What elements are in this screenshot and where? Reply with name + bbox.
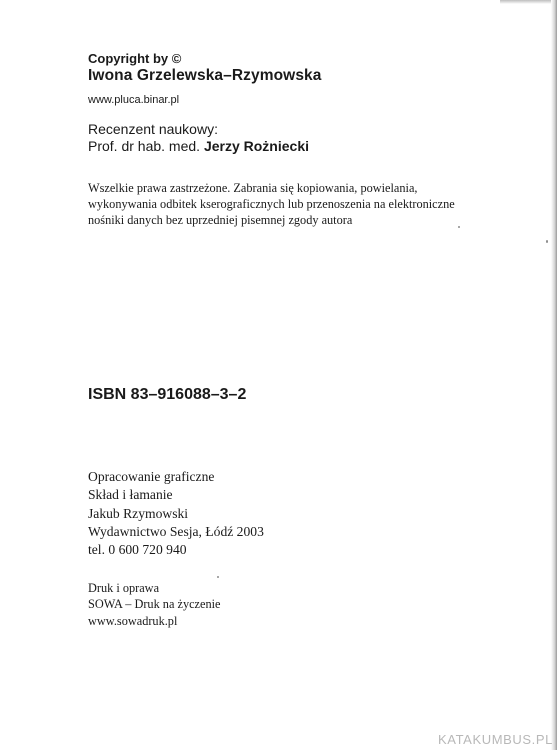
printing-block xyxy=(88,580,221,629)
reviewer-title: Prof. dr hab. med. xyxy=(88,138,201,154)
credits-block xyxy=(88,468,264,559)
author-website: www.pluca.binar.pl xyxy=(88,94,180,106)
scan-edge-top xyxy=(500,0,557,4)
printing-line: SOWA – Druk na życzenie xyxy=(88,597,221,612)
reviewer-name: Jerzy Rożniecki xyxy=(203,138,310,154)
scan-speck xyxy=(217,576,219,578)
copyright-line: Copyright by © xyxy=(88,51,182,66)
watermark: KATAKUMBUS.PL xyxy=(438,732,553,747)
reviewer-line xyxy=(88,138,309,154)
scan-edge-right xyxy=(551,0,557,750)
author-name: Iwona Grzelewska–Rzymowska xyxy=(88,67,322,84)
rights-notice-line: nośniki danych bez uprzedniej pisemnej zgody autora xyxy=(88,213,353,227)
credits-line: Wydawnictwo Sesja, Łódź 2003 xyxy=(88,523,264,539)
scan-speck xyxy=(546,240,548,243)
credits-line: Jakub Rzymowski xyxy=(88,505,189,521)
credits-line: Skład i łamanie xyxy=(88,487,173,503)
printing-line: www.sowadruk.pl xyxy=(88,613,178,628)
reviewer-label: Recenzent naukowy: xyxy=(88,121,218,137)
rights-notice xyxy=(88,180,488,228)
scan-speck xyxy=(458,226,460,228)
rights-notice-line: wykonywania odbitek kserograficznych lub przenoszenia na elektroniczne xyxy=(88,197,455,211)
credits-line: tel. 0 600 720 940 xyxy=(88,542,187,558)
printing-line: Druk i oprawa xyxy=(88,581,160,595)
isbn: ISBN 83–916088–3–2 xyxy=(88,386,247,403)
rights-notice-line: Wszelkie prawa zastrzeżone. Zabrania się kopiowania, powielania, xyxy=(88,181,418,195)
credits-line: Opracowanie graficzne xyxy=(88,469,215,484)
